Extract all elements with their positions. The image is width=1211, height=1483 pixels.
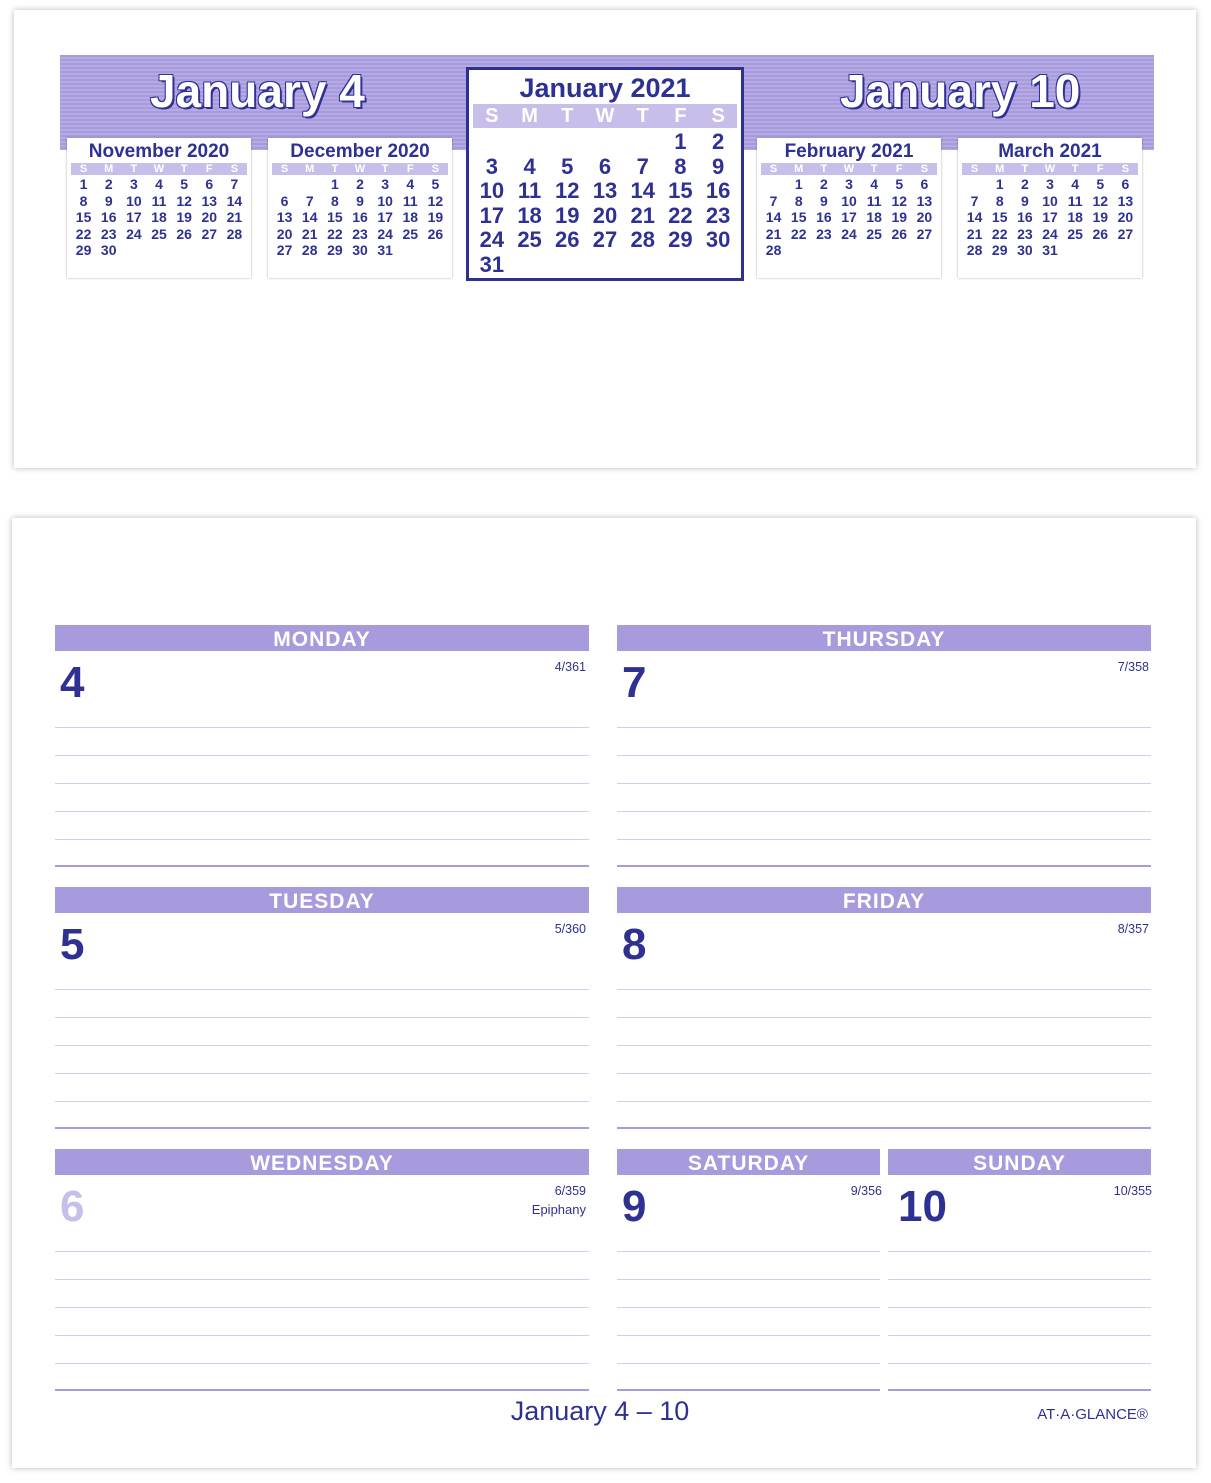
- date-cell: 26: [1092, 225, 1109, 242]
- date-cell: 2: [712, 129, 725, 154]
- date-cell: 23: [705, 202, 731, 228]
- date-cell: 16: [816, 209, 832, 225]
- weekday-letter: T: [820, 163, 828, 175]
- weekday-letter: S: [280, 163, 289, 175]
- date-cell: 27: [201, 225, 218, 242]
- holiday-label: Epiphany: [531, 1202, 586, 1217]
- date-cell: 4: [870, 176, 879, 192]
- date-cell: 25: [866, 225, 882, 242]
- date-cell: 9: [1020, 192, 1029, 209]
- date-cell: 15: [991, 209, 1008, 225]
- date-cell: 21: [966, 225, 983, 242]
- weekday-letter: M: [104, 163, 114, 175]
- date-cell: 10: [377, 192, 393, 209]
- empty-cell: [548, 130, 586, 155]
- day-of-year-monday: 4/361: [554, 660, 586, 674]
- date-cell: 5: [895, 176, 904, 192]
- day-number-friday: 8: [622, 920, 647, 969]
- section-divider: [617, 1127, 1151, 1129]
- date-cell: 22: [668, 202, 693, 228]
- section-divider: [617, 1389, 880, 1391]
- mini-calendar-december: [268, 138, 452, 278]
- date-cell: 27: [916, 225, 933, 242]
- date-grid: [761, 176, 937, 259]
- writing-line: [55, 1045, 589, 1046]
- date-cell: 3: [845, 176, 853, 192]
- weekday-letter: F: [406, 163, 414, 175]
- weekday-letter: T: [180, 163, 188, 175]
- empty-cell: [473, 130, 511, 155]
- date-cell: 2: [1020, 176, 1029, 192]
- day-of-year-tuesday: 5/360: [554, 922, 586, 936]
- date-cell: 21: [301, 225, 318, 242]
- writing-line: [617, 811, 1151, 812]
- date-cell: 1: [995, 176, 1004, 192]
- date-cell: 13: [916, 192, 933, 209]
- date-cell: 25: [402, 225, 419, 242]
- writing-line: [55, 783, 589, 784]
- date-cell: 12: [427, 192, 444, 209]
- writing-line: [55, 839, 589, 840]
- date-cell: 16: [1017, 209, 1033, 225]
- date-cell: 22: [75, 225, 92, 242]
- section-divider: [888, 1389, 1151, 1391]
- date-cell: 29: [327, 242, 343, 258]
- writing-line: [55, 755, 589, 756]
- date-cell: 22: [327, 225, 343, 242]
- date-cell: 25: [151, 225, 167, 242]
- date-cell: 5: [1096, 176, 1105, 192]
- writing-line: [55, 989, 589, 990]
- mini-calendar-title: November 2020: [88, 141, 230, 162]
- date-cell: 15: [75, 209, 92, 225]
- weekday-row: [962, 163, 1138, 175]
- day-header-saturday: SATURDAY: [617, 1149, 880, 1175]
- date-grid: [71, 176, 247, 259]
- date-cell: 17: [1042, 209, 1058, 225]
- date-cell: 10: [1042, 192, 1058, 209]
- week-start-title: January 4: [150, 65, 365, 117]
- writing-line: [617, 989, 1151, 990]
- brand-logo: AT·A·GLANCE®: [1037, 1406, 1148, 1423]
- date-cell: 8: [995, 192, 1004, 209]
- writing-line: [55, 1335, 589, 1336]
- date-cell: 12: [1092, 192, 1109, 209]
- empty-cell: [962, 176, 987, 193]
- day-number-sunday: 10: [898, 1182, 947, 1231]
- day-number-thursday: 7: [622, 658, 647, 707]
- date-cell: 20: [1117, 209, 1134, 225]
- writing-line: [617, 1073, 1151, 1074]
- empty-cell: [297, 176, 322, 193]
- date-cell: 31: [479, 251, 505, 277]
- day-header-friday: FRIDAY: [617, 887, 1151, 913]
- weekday-letter: T: [636, 105, 649, 127]
- date-cell: 28: [630, 227, 655, 252]
- date-cell: 19: [891, 209, 908, 225]
- date-cell: 11: [1067, 192, 1083, 209]
- writing-line: [617, 1045, 1151, 1046]
- writing-line: [617, 1017, 1151, 1018]
- date-cell: 1: [79, 176, 88, 192]
- weekday-letter: T: [331, 163, 339, 175]
- empty-cell: [761, 176, 786, 193]
- date-cell: 24: [841, 225, 857, 242]
- date-cell: 2: [104, 176, 113, 192]
- date-cell: 15: [790, 209, 807, 225]
- writing-line: [888, 1279, 1151, 1280]
- weekday-letter: F: [1096, 163, 1104, 175]
- day-number-wednesday: 6: [60, 1182, 85, 1231]
- date-cell: 13: [1117, 192, 1134, 209]
- writing-line: [55, 1363, 589, 1364]
- date-cell: 28: [765, 242, 782, 258]
- weekday-letter: W: [1044, 163, 1056, 175]
- date-cell: 5: [180, 176, 189, 192]
- date-cell: 18: [151, 209, 167, 225]
- date-cell: 22: [991, 225, 1008, 242]
- date-cell: 25: [517, 227, 542, 252]
- date-cell: 19: [1092, 209, 1109, 225]
- weekday-letter: T: [1071, 163, 1079, 175]
- writing-line: [55, 1017, 589, 1018]
- writing-line: [617, 755, 1151, 756]
- weekday-letter: F: [895, 163, 903, 175]
- date-cell: 8: [794, 192, 803, 209]
- date-cell: 24: [126, 225, 142, 242]
- weekday-letter: W: [354, 163, 366, 175]
- section-divider: [617, 865, 1151, 867]
- date-cell: 16: [705, 178, 731, 203]
- date-cell: 20: [592, 202, 618, 228]
- writing-line: [617, 1251, 880, 1252]
- writing-line: [617, 1101, 1151, 1102]
- day-of-year-sunday: 10/355: [1113, 1184, 1152, 1198]
- date-cell: 21: [630, 202, 655, 228]
- writing-line: [888, 1251, 1151, 1252]
- date-cell: 30: [352, 242, 368, 258]
- date-cell: 14: [226, 192, 243, 209]
- date-grid: [962, 176, 1138, 259]
- weekday-letter: F: [205, 163, 213, 175]
- writing-line: [617, 1279, 880, 1280]
- mini-calendar-title: December 2020: [290, 141, 430, 162]
- weekday-row: [473, 104, 737, 128]
- weekday-letter: M: [305, 163, 315, 175]
- date-cell: 13: [201, 192, 218, 209]
- day-number-saturday: 9: [622, 1182, 647, 1231]
- weekday-letter: S: [79, 163, 88, 175]
- date-cell: 6: [920, 176, 929, 192]
- writing-line: [55, 1279, 589, 1280]
- date-cell: 10: [126, 192, 142, 209]
- date-cell: 10: [479, 178, 505, 203]
- mini-calendar-november: [67, 138, 251, 278]
- date-cell: 28: [301, 242, 318, 258]
- date-cell: 29: [668, 227, 693, 252]
- date-cell: 23: [100, 225, 117, 242]
- weekday-letter: S: [230, 163, 239, 175]
- date-cell: 15: [668, 178, 693, 203]
- writing-line: [617, 727, 1151, 728]
- day-header-tuesday: TUESDAY: [55, 887, 589, 913]
- date-cell: 2: [819, 176, 828, 192]
- weekday-letter: M: [995, 163, 1005, 175]
- date-cell: 4: [155, 176, 163, 192]
- section-divider: [55, 1389, 589, 1391]
- date-cell: 13: [276, 209, 293, 225]
- date-cell: 9: [819, 192, 828, 209]
- date-cell: 11: [151, 192, 167, 209]
- empty-cell: [586, 130, 624, 155]
- weekday-letter: T: [870, 163, 878, 175]
- writing-line: [55, 1251, 589, 1252]
- empty-cell: [511, 130, 549, 155]
- empty-cell: [624, 130, 662, 155]
- weekday-letter: T: [130, 163, 138, 175]
- writing-line: [55, 1073, 589, 1074]
- date-cell: 22: [790, 225, 807, 242]
- date-cell: 30: [705, 227, 731, 252]
- date-cell: 23: [816, 225, 832, 242]
- weekday-letter: W: [595, 105, 615, 127]
- week-page: [12, 518, 1196, 1468]
- date-cell: 16: [352, 209, 368, 225]
- date-cell: 7: [636, 153, 649, 179]
- weekday-letter: S: [485, 105, 499, 127]
- writing-line: [617, 1335, 880, 1336]
- day-of-year-friday: 8/357: [1117, 922, 1149, 936]
- weekday-row: [272, 163, 448, 175]
- date-cell: 1: [794, 176, 803, 192]
- day-header-wednesday: WEDNESDAY: [55, 1149, 589, 1175]
- date-cell: 14: [301, 209, 318, 225]
- day-number-monday: 4: [60, 658, 85, 707]
- date-cell: 4: [523, 153, 536, 179]
- date-cell: 12: [555, 178, 580, 203]
- weekday-letter: S: [1121, 163, 1130, 175]
- day-header-monday: MONDAY: [55, 625, 589, 651]
- date-cell: 19: [555, 202, 580, 228]
- date-cell: 7: [970, 192, 979, 209]
- weekday-letter: S: [431, 163, 440, 175]
- day-header-thursday: THURSDAY: [617, 625, 1151, 651]
- weekday-letter: M: [521, 105, 538, 127]
- date-cell: 1: [330, 176, 339, 192]
- date-cell: 12: [891, 192, 908, 209]
- date-cell: 6: [280, 192, 289, 209]
- date-cell: 19: [176, 209, 192, 225]
- date-cell: 31: [377, 242, 393, 258]
- date-cell: 28: [226, 225, 243, 242]
- date-cell: 17: [841, 209, 857, 225]
- date-cell: 15: [327, 209, 343, 225]
- day-of-year-saturday: 9/356: [850, 1184, 882, 1198]
- writing-line: [617, 839, 1151, 840]
- date-cell: 5: [561, 153, 574, 179]
- writing-line: [888, 1307, 1151, 1308]
- date-cell: 18: [517, 202, 542, 228]
- writing-line: [55, 1307, 589, 1308]
- date-cell: 26: [555, 227, 580, 252]
- date-cell: 27: [592, 227, 618, 252]
- date-cell: 23: [352, 225, 368, 242]
- date-cell: 11: [517, 178, 542, 203]
- date-cell: 17: [479, 202, 505, 228]
- date-cell: 5: [431, 176, 440, 192]
- empty-cell: [272, 176, 297, 193]
- date-cell: 3: [1046, 176, 1054, 192]
- date-cell: 29: [991, 242, 1008, 258]
- date-cell: 14: [630, 178, 655, 203]
- date-cell: 1: [674, 129, 687, 154]
- date-cell: 7: [769, 192, 778, 209]
- weekday-letter: F: [674, 105, 687, 127]
- date-cell: 26: [427, 225, 444, 242]
- date-cell: 20: [916, 209, 933, 225]
- date-cell: 23: [1017, 225, 1033, 242]
- date-cell: 30: [100, 242, 117, 258]
- date-cell: 25: [1067, 225, 1083, 242]
- weekday-letter: W: [153, 163, 165, 175]
- date-cell: 29: [75, 242, 92, 258]
- mini-calendar-title: January 2021: [519, 73, 691, 103]
- date-cell: 13: [592, 178, 618, 203]
- date-cell: 19: [427, 209, 444, 225]
- date-cell: 10: [841, 192, 857, 209]
- mini-calendar-february: [757, 138, 941, 278]
- date-cell: 24: [377, 225, 393, 242]
- weekday-letter: T: [561, 105, 574, 127]
- weekday-row: [761, 163, 937, 175]
- writing-line: [55, 1101, 589, 1102]
- date-cell: 17: [126, 209, 142, 225]
- footer-week-range: January 4 – 10: [510, 1396, 690, 1426]
- weekday-letter: W: [843, 163, 855, 175]
- date-cell: 26: [891, 225, 908, 242]
- day-of-year-wednesday: 6/359: [554, 1184, 586, 1198]
- date-cell: 8: [330, 192, 339, 209]
- writing-line: [617, 783, 1151, 784]
- date-cell: 21: [765, 225, 782, 242]
- writing-line: [617, 1307, 880, 1308]
- date-cell: 14: [765, 209, 782, 225]
- week-end-title: January 10: [840, 65, 1081, 117]
- section-divider: [55, 1127, 589, 1129]
- date-cell: 9: [356, 192, 364, 209]
- date-cell: 27: [276, 242, 293, 258]
- date-cell: 31: [1042, 242, 1058, 258]
- date-grid: [272, 176, 448, 259]
- writing-line: [617, 1363, 880, 1364]
- mini-calendar-january: [466, 67, 744, 281]
- date-cell: 21: [226, 209, 243, 225]
- date-cell: 11: [402, 192, 418, 209]
- mini-calendar-title: February 2021: [784, 141, 914, 162]
- date-cell: 28: [966, 242, 983, 258]
- weekday-letter: M: [794, 163, 804, 175]
- weekday-letter: S: [970, 163, 979, 175]
- weekday-letter: S: [711, 105, 725, 127]
- date-cell: 11: [866, 192, 882, 209]
- date-cell: 20: [276, 225, 293, 242]
- date-cell: 4: [406, 176, 415, 192]
- date-cell: 18: [866, 209, 882, 225]
- date-cell: 3: [129, 176, 138, 192]
- date-cell: 12: [176, 192, 192, 209]
- date-cell: 9: [712, 153, 725, 179]
- writing-line: [888, 1363, 1151, 1364]
- writing-line: [888, 1335, 1151, 1336]
- date-cell: 26: [176, 225, 192, 242]
- weekday-letter: S: [769, 163, 778, 175]
- section-divider: [55, 865, 589, 867]
- date-cell: 3: [381, 176, 390, 192]
- writing-line: [55, 727, 589, 728]
- mini-calendar-title: March 2021: [998, 141, 1102, 162]
- date-grid: [473, 130, 737, 277]
- date-cell: 8: [79, 192, 88, 209]
- date-cell: 18: [1067, 209, 1083, 225]
- weekday-letter: T: [1021, 163, 1029, 175]
- date-cell: 18: [402, 209, 419, 225]
- date-cell: 27: [1117, 225, 1134, 242]
- date-cell: 30: [1017, 242, 1033, 258]
- weekday-letter: T: [381, 163, 389, 175]
- date-cell: 2: [356, 176, 364, 192]
- date-cell: 9: [104, 192, 113, 209]
- date-cell: 7: [305, 192, 314, 209]
- mini-calendar-march: [958, 138, 1142, 278]
- date-cell: 7: [230, 176, 239, 192]
- date-cell: 8: [674, 153, 687, 179]
- day-of-year-thursday: 7/358: [1117, 660, 1149, 674]
- date-cell: 4: [1071, 176, 1080, 192]
- date-cell: 6: [1121, 176, 1130, 192]
- date-cell: 3: [485, 153, 498, 179]
- weekday-row: [71, 163, 247, 175]
- date-cell: 20: [201, 209, 218, 225]
- day-number-tuesday: 5: [60, 920, 85, 969]
- date-cell: 6: [205, 176, 214, 192]
- date-cell: 24: [1042, 225, 1058, 242]
- day-header-sunday: SUNDAY: [888, 1149, 1151, 1175]
- date-cell: 14: [966, 209, 983, 225]
- date-cell: 6: [598, 153, 612, 179]
- date-cell: 16: [100, 209, 117, 225]
- weekday-letter: S: [920, 163, 929, 175]
- date-cell: 24: [479, 227, 505, 252]
- writing-line: [55, 811, 589, 812]
- date-cell: 17: [377, 209, 393, 225]
